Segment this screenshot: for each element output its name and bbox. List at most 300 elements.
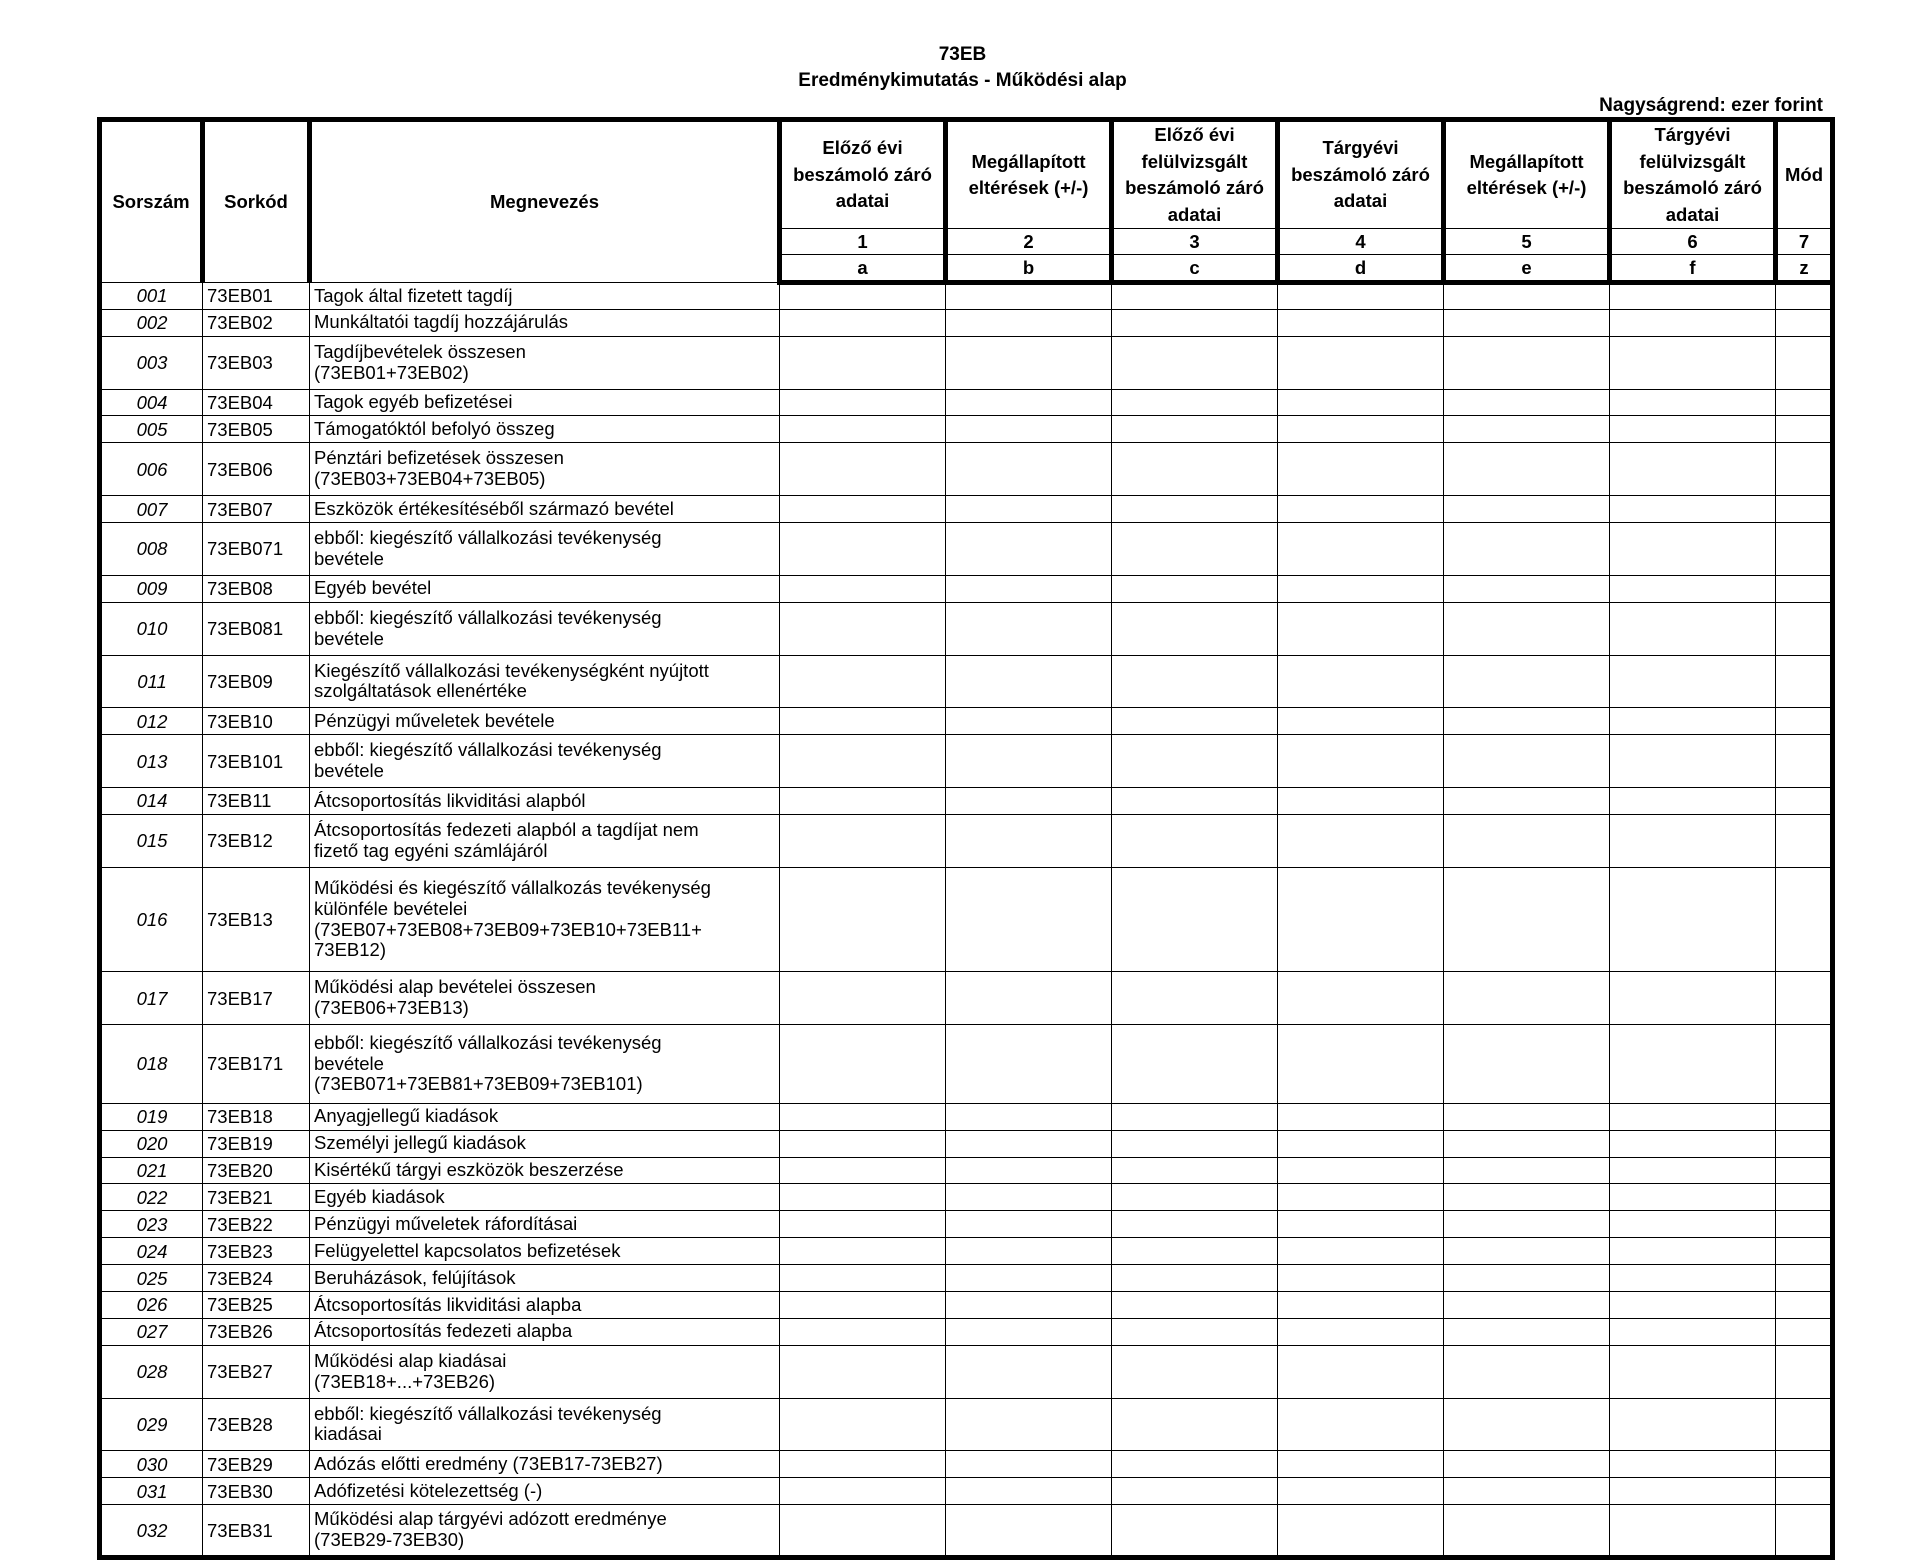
- value-cell-7[interactable]: [1776, 867, 1833, 972]
- value-cell-5[interactable]: [1444, 602, 1610, 655]
- value-cell-1[interactable]: [780, 1025, 946, 1104]
- value-cell-4[interactable]: [1278, 1478, 1444, 1505]
- header-num-1: 1: [780, 229, 946, 255]
- value-cell-2[interactable]: [946, 1345, 1112, 1398]
- value-cell-3[interactable]: [1112, 1318, 1278, 1345]
- value-cell-5[interactable]: [1444, 1130, 1610, 1157]
- value-cell-5[interactable]: [1444, 1318, 1610, 1345]
- value-cell-1[interactable]: [780, 283, 946, 310]
- value-cell-5[interactable]: [1444, 1505, 1610, 1558]
- value-cell-3[interactable]: [1112, 336, 1278, 389]
- value-cell-3[interactable]: [1112, 443, 1278, 496]
- table-row: [100, 443, 1833, 496]
- row-name: ebből: kiegészítő vállalkozási tevékenység bevétele: [310, 602, 780, 655]
- row-code: 73EB12: [203, 814, 310, 867]
- table-row: [100, 416, 1833, 443]
- value-cell-1[interactable]: [780, 1292, 946, 1319]
- value-cell-3[interactable]: [1112, 1265, 1278, 1292]
- value-cell-3[interactable]: [1112, 1451, 1278, 1478]
- value-cell-4[interactable]: [1278, 655, 1444, 708]
- value-cell-7[interactable]: [1776, 1238, 1833, 1265]
- value-cell-6[interactable]: [1610, 735, 1776, 788]
- value-cell-3[interactable]: [1112, 735, 1278, 788]
- value-cell-1[interactable]: [780, 1184, 946, 1211]
- value-cell-7[interactable]: [1776, 1292, 1833, 1319]
- value-cell-2[interactable]: [946, 1130, 1112, 1157]
- value-cell-2[interactable]: [946, 1318, 1112, 1345]
- value-cell-5[interactable]: [1444, 1451, 1610, 1478]
- value-cell-7[interactable]: [1776, 416, 1833, 443]
- value-cell-6[interactable]: [1610, 1157, 1776, 1184]
- value-cell-4[interactable]: [1278, 1398, 1444, 1451]
- table-row: [100, 309, 1833, 336]
- row-number: 015: [100, 814, 203, 867]
- value-cell-2[interactable]: [946, 336, 1112, 389]
- value-cell-3[interactable]: [1112, 814, 1278, 867]
- header-letter-2: b: [946, 255, 1112, 283]
- value-cell-3[interactable]: [1112, 1292, 1278, 1319]
- value-cell-7[interactable]: [1776, 336, 1833, 389]
- value-cell-1[interactable]: [780, 708, 946, 735]
- value-cell-2[interactable]: [946, 1238, 1112, 1265]
- value-cell-1[interactable]: [780, 1130, 946, 1157]
- value-cell-6[interactable]: [1610, 972, 1776, 1025]
- value-cell-1[interactable]: [780, 814, 946, 867]
- value-cell-3[interactable]: [1112, 1505, 1278, 1558]
- table-row: [100, 1318, 1833, 1345]
- value-cell-2[interactable]: [946, 1505, 1112, 1558]
- value-cell-6[interactable]: [1610, 814, 1776, 867]
- value-cell-3[interactable]: [1112, 389, 1278, 416]
- value-cell-1[interactable]: [780, 389, 946, 416]
- value-cell-1[interactable]: [780, 575, 946, 602]
- value-cell-1[interactable]: [780, 1157, 946, 1184]
- value-cell-6[interactable]: [1610, 788, 1776, 815]
- row-number: 024: [100, 1238, 203, 1265]
- value-cell-6[interactable]: [1610, 283, 1776, 310]
- table-row: [100, 1505, 1833, 1558]
- value-cell-1[interactable]: [780, 735, 946, 788]
- value-cell-7[interactable]: [1776, 523, 1833, 576]
- row-number: 029: [100, 1398, 203, 1451]
- value-cell-5[interactable]: [1444, 443, 1610, 496]
- value-cell-3[interactable]: [1112, 309, 1278, 336]
- value-cell-2[interactable]: [946, 972, 1112, 1025]
- row-name: Működési alap kiadásai (73EB18+...+73EB26): [310, 1345, 780, 1398]
- table-row: [100, 1451, 1833, 1478]
- table-row: [100, 523, 1833, 576]
- value-cell-2[interactable]: [946, 1211, 1112, 1238]
- value-cell-5[interactable]: [1444, 1025, 1610, 1104]
- value-cell-2[interactable]: [946, 1451, 1112, 1478]
- value-cell-4[interactable]: [1278, 735, 1444, 788]
- header-num-6: 6: [1610, 229, 1776, 255]
- row-code: 73EB18: [203, 1103, 310, 1130]
- value-cell-6[interactable]: [1610, 1130, 1776, 1157]
- value-cell-3[interactable]: [1112, 1130, 1278, 1157]
- value-cell-2[interactable]: [946, 1025, 1112, 1104]
- value-cell-7[interactable]: [1776, 1478, 1833, 1505]
- row-number: 014: [100, 788, 203, 815]
- value-cell-5[interactable]: [1444, 416, 1610, 443]
- value-cell-1[interactable]: [780, 1211, 946, 1238]
- value-cell-2[interactable]: [946, 309, 1112, 336]
- value-cell-1[interactable]: [780, 972, 946, 1025]
- row-number: 032: [100, 1505, 203, 1558]
- row-code: 73EB02: [203, 309, 310, 336]
- value-cell-2[interactable]: [946, 1398, 1112, 1451]
- value-cell-6[interactable]: [1610, 523, 1776, 576]
- value-cell-4[interactable]: [1278, 1451, 1444, 1478]
- row-number: 004: [100, 389, 203, 416]
- value-cell-6[interactable]: [1610, 1184, 1776, 1211]
- value-cell-4[interactable]: [1278, 867, 1444, 972]
- value-cell-3[interactable]: [1112, 1211, 1278, 1238]
- value-cell-5[interactable]: [1444, 1184, 1610, 1211]
- value-cell-2[interactable]: [946, 1478, 1112, 1505]
- value-cell-2[interactable]: [946, 575, 1112, 602]
- row-code: 73EB13: [203, 867, 310, 972]
- value-cell-5[interactable]: [1444, 1238, 1610, 1265]
- value-cell-3[interactable]: [1112, 1478, 1278, 1505]
- value-cell-5[interactable]: [1444, 735, 1610, 788]
- row-name: Átcsoportosítás fedezeti alapból a tagdíjat nem fizető tag egyéni számlájáról: [310, 814, 780, 867]
- value-cell-5[interactable]: [1444, 389, 1610, 416]
- row-name: Beruházások, felújítások: [310, 1265, 780, 1292]
- value-cell-4[interactable]: [1278, 523, 1444, 576]
- value-cell-1[interactable]: [780, 788, 946, 815]
- value-cell-7[interactable]: [1776, 1184, 1833, 1211]
- value-cell-5[interactable]: [1444, 708, 1610, 735]
- value-cell-1[interactable]: [780, 1345, 946, 1398]
- value-cell-3[interactable]: [1112, 283, 1278, 310]
- value-cell-2[interactable]: [946, 1157, 1112, 1184]
- row-code: 73EB07: [203, 496, 310, 523]
- row-name: Pénzügyi műveletek bevétele: [310, 708, 780, 735]
- value-cell-2[interactable]: [946, 1292, 1112, 1319]
- value-cell-4[interactable]: [1278, 1505, 1444, 1558]
- value-cell-3[interactable]: [1112, 972, 1278, 1025]
- value-cell-5[interactable]: [1444, 1478, 1610, 1505]
- value-cell-6[interactable]: [1610, 1478, 1776, 1505]
- header-num-2: 2: [946, 229, 1112, 255]
- value-cell-1[interactable]: [780, 416, 946, 443]
- row-number: 019: [100, 1103, 203, 1130]
- value-cell-3[interactable]: [1112, 1157, 1278, 1184]
- value-cell-4[interactable]: [1278, 1211, 1444, 1238]
- table-row: [100, 1025, 1833, 1104]
- value-cell-4[interactable]: [1278, 602, 1444, 655]
- value-cell-2[interactable]: [946, 523, 1112, 576]
- row-number: 008: [100, 523, 203, 576]
- value-cell-3[interactable]: [1112, 523, 1278, 576]
- unit-label: Nagyságrend: ezer forint: [1599, 95, 1823, 116]
- row-name: Kiegészítő vállalkozási tevékenységként nyújtott szolgáltatások ellenértéke: [310, 655, 780, 708]
- value-cell-7[interactable]: [1776, 496, 1833, 523]
- row-code: 73EB31: [203, 1505, 310, 1558]
- row-name: Tagdíjbevételek összesen (73EB01+73EB02): [310, 336, 780, 389]
- value-cell-4[interactable]: [1278, 496, 1444, 523]
- value-cell-6[interactable]: [1610, 655, 1776, 708]
- value-cell-5[interactable]: [1444, 1292, 1610, 1319]
- row-number: 001: [100, 283, 203, 310]
- value-cell-3[interactable]: [1112, 867, 1278, 972]
- value-cell-1[interactable]: [780, 1398, 946, 1451]
- value-cell-3[interactable]: [1112, 416, 1278, 443]
- value-cell-3[interactable]: [1112, 655, 1278, 708]
- value-cell-6[interactable]: [1610, 1451, 1776, 1478]
- row-name: Tagok által fizetett tagdíj: [310, 283, 780, 310]
- value-cell-5[interactable]: [1444, 309, 1610, 336]
- value-cell-5[interactable]: [1444, 867, 1610, 972]
- value-cell-1[interactable]: [780, 602, 946, 655]
- income-statement-table: [97, 117, 1835, 1560]
- row-number: 005: [100, 416, 203, 443]
- value-cell-2[interactable]: [946, 788, 1112, 815]
- row-name: Kisértékű tárgyi eszközök beszerzése: [310, 1157, 780, 1184]
- row-name: Egyéb kiadások: [310, 1184, 780, 1211]
- table-row: [100, 788, 1833, 815]
- header-letter-5: e: [1444, 255, 1610, 283]
- value-cell-6[interactable]: [1610, 1211, 1776, 1238]
- header-col-3: Előző évi felülvizsgált beszámoló záró adatai: [1112, 120, 1278, 229]
- value-cell-7[interactable]: [1776, 602, 1833, 655]
- form-title: Eredménykimutatás - Működési alap: [798, 70, 1127, 91]
- value-cell-5[interactable]: [1444, 496, 1610, 523]
- value-cell-7[interactable]: [1776, 1265, 1833, 1292]
- value-cell-1[interactable]: [780, 523, 946, 576]
- value-cell-7[interactable]: [1776, 1157, 1833, 1184]
- value-cell-7[interactable]: [1776, 309, 1833, 336]
- header-letter-3: c: [1112, 255, 1278, 283]
- value-cell-7[interactable]: [1776, 814, 1833, 867]
- header-letter-6: f: [1610, 255, 1776, 283]
- value-cell-4[interactable]: [1278, 416, 1444, 443]
- value-cell-1[interactable]: [780, 655, 946, 708]
- value-cell-4[interactable]: [1278, 336, 1444, 389]
- value-cell-6[interactable]: [1610, 1398, 1776, 1451]
- value-cell-2[interactable]: [946, 443, 1112, 496]
- header-megnevezes: Megnevezés: [310, 120, 780, 283]
- value-cell-4[interactable]: [1278, 1292, 1444, 1319]
- value-cell-3[interactable]: [1112, 602, 1278, 655]
- row-code: 73EB21: [203, 1184, 310, 1211]
- row-name: ebből: kiegészítő vállalkozási tevékenység kiadásai: [310, 1398, 780, 1451]
- value-cell-4[interactable]: [1278, 283, 1444, 310]
- row-code: 73EB20: [203, 1157, 310, 1184]
- value-cell-1[interactable]: [780, 1265, 946, 1292]
- value-cell-3[interactable]: [1112, 575, 1278, 602]
- value-cell-6[interactable]: [1610, 1025, 1776, 1104]
- value-cell-7[interactable]: [1776, 1318, 1833, 1345]
- value-cell-3[interactable]: [1112, 1398, 1278, 1451]
- row-number: 025: [100, 1265, 203, 1292]
- value-cell-6[interactable]: [1610, 389, 1776, 416]
- value-cell-7[interactable]: [1776, 1130, 1833, 1157]
- table-row: [100, 1345, 1833, 1398]
- value-cell-5[interactable]: [1444, 788, 1610, 815]
- value-cell-6[interactable]: [1610, 575, 1776, 602]
- value-cell-7[interactable]: [1776, 788, 1833, 815]
- header-num-5: 5: [1444, 229, 1610, 255]
- value-cell-2[interactable]: [946, 735, 1112, 788]
- value-cell-4[interactable]: [1278, 1318, 1444, 1345]
- value-cell-2[interactable]: [946, 867, 1112, 972]
- header-col-7: Mód: [1776, 120, 1833, 229]
- value-cell-2[interactable]: [946, 416, 1112, 443]
- value-cell-4[interactable]: [1278, 1103, 1444, 1130]
- value-cell-1[interactable]: [780, 1451, 946, 1478]
- value-cell-2[interactable]: [946, 1265, 1112, 1292]
- value-cell-7[interactable]: [1776, 283, 1833, 310]
- value-cell-2[interactable]: [946, 283, 1112, 310]
- table-row: [100, 867, 1833, 972]
- value-cell-7[interactable]: [1776, 1398, 1833, 1451]
- value-cell-6[interactable]: [1610, 1103, 1776, 1130]
- value-cell-4[interactable]: [1278, 309, 1444, 336]
- value-cell-3[interactable]: [1112, 1103, 1278, 1130]
- value-cell-3[interactable]: [1112, 708, 1278, 735]
- table-row: [100, 1292, 1833, 1319]
- value-cell-7[interactable]: [1776, 1211, 1833, 1238]
- value-cell-5[interactable]: [1444, 972, 1610, 1025]
- value-cell-1[interactable]: [780, 336, 946, 389]
- value-cell-4[interactable]: [1278, 575, 1444, 602]
- value-cell-6[interactable]: [1610, 708, 1776, 735]
- value-cell-2[interactable]: [946, 389, 1112, 416]
- value-cell-7[interactable]: [1776, 575, 1833, 602]
- table-row: [100, 1211, 1833, 1238]
- row-code: 73EB30: [203, 1478, 310, 1505]
- value-cell-4[interactable]: [1278, 389, 1444, 416]
- value-cell-5[interactable]: [1444, 655, 1610, 708]
- value-cell-3[interactable]: [1112, 1345, 1278, 1398]
- value-cell-6[interactable]: [1610, 416, 1776, 443]
- value-cell-5[interactable]: [1444, 1103, 1610, 1130]
- row-code: 73EB05: [203, 416, 310, 443]
- value-cell-6[interactable]: [1610, 443, 1776, 496]
- value-cell-5[interactable]: [1444, 336, 1610, 389]
- value-cell-5[interactable]: [1444, 1265, 1610, 1292]
- value-cell-5[interactable]: [1444, 814, 1610, 867]
- value-cell-1[interactable]: [780, 1505, 946, 1558]
- value-cell-4[interactable]: [1278, 788, 1444, 815]
- value-cell-4[interactable]: [1278, 814, 1444, 867]
- value-cell-4[interactable]: [1278, 1345, 1444, 1398]
- value-cell-7[interactable]: [1776, 389, 1833, 416]
- value-cell-6[interactable]: [1610, 867, 1776, 972]
- table-row: [100, 496, 1833, 523]
- value-cell-1[interactable]: [780, 1318, 946, 1345]
- table-body: [100, 283, 1833, 1558]
- value-cell-4[interactable]: [1278, 1130, 1444, 1157]
- value-cell-5[interactable]: [1444, 1211, 1610, 1238]
- value-cell-1[interactable]: [780, 496, 946, 523]
- value-cell-7[interactable]: [1776, 1505, 1833, 1558]
- row-number: 018: [100, 1025, 203, 1104]
- row-code: 73EB22: [203, 1211, 310, 1238]
- row-code: 73EB25: [203, 1292, 310, 1319]
- value-cell-6[interactable]: [1610, 1345, 1776, 1398]
- value-cell-1[interactable]: [780, 1478, 946, 1505]
- value-cell-5[interactable]: [1444, 1345, 1610, 1398]
- value-cell-4[interactable]: [1278, 1265, 1444, 1292]
- value-cell-4[interactable]: [1278, 1238, 1444, 1265]
- value-cell-5[interactable]: [1444, 575, 1610, 602]
- value-cell-5[interactable]: [1444, 523, 1610, 576]
- table-row: [100, 1478, 1833, 1505]
- row-code: 73EB101: [203, 735, 310, 788]
- value-cell-6[interactable]: [1610, 309, 1776, 336]
- value-cell-7[interactable]: [1776, 1103, 1833, 1130]
- value-cell-6[interactable]: [1610, 496, 1776, 523]
- value-cell-2[interactable]: [946, 496, 1112, 523]
- value-cell-3[interactable]: [1112, 1238, 1278, 1265]
- value-cell-5[interactable]: [1444, 283, 1610, 310]
- row-code: 73EB09: [203, 655, 310, 708]
- value-cell-1[interactable]: [780, 309, 946, 336]
- value-cell-2[interactable]: [946, 602, 1112, 655]
- form-code: 73EB: [938, 44, 987, 65]
- value-cell-6[interactable]: [1610, 1318, 1776, 1345]
- row-name: Pénzügyi műveletek ráfordításai: [310, 1211, 780, 1238]
- value-cell-5[interactable]: [1444, 1157, 1610, 1184]
- value-cell-6[interactable]: [1610, 1238, 1776, 1265]
- value-cell-3[interactable]: [1112, 1025, 1278, 1104]
- value-cell-2[interactable]: [946, 1184, 1112, 1211]
- value-cell-2[interactable]: [946, 814, 1112, 867]
- row-name: Működési alap tárgyévi adózott eredménye (73EB29-73EB30): [310, 1505, 780, 1558]
- value-cell-2[interactable]: [946, 708, 1112, 735]
- value-cell-3[interactable]: [1112, 788, 1278, 815]
- value-cell-4[interactable]: [1278, 708, 1444, 735]
- row-code: 73EB17: [203, 972, 310, 1025]
- value-cell-5[interactable]: [1444, 1398, 1610, 1451]
- value-cell-4[interactable]: [1278, 1157, 1444, 1184]
- value-cell-7[interactable]: [1776, 972, 1833, 1025]
- value-cell-7[interactable]: [1776, 1451, 1833, 1478]
- value-cell-1[interactable]: [780, 867, 946, 972]
- row-name: ebből: kiegészítő vállalkozási tevékenység bevétele: [310, 735, 780, 788]
- value-cell-6[interactable]: [1610, 1505, 1776, 1558]
- value-cell-2[interactable]: [946, 1103, 1112, 1130]
- value-cell-1[interactable]: [780, 1238, 946, 1265]
- row-code: 73EB071: [203, 523, 310, 576]
- value-cell-4[interactable]: [1278, 1184, 1444, 1211]
- value-cell-3[interactable]: [1112, 1184, 1278, 1211]
- value-cell-1[interactable]: [780, 443, 946, 496]
- value-cell-6[interactable]: [1610, 1292, 1776, 1319]
- value-cell-2[interactable]: [946, 655, 1112, 708]
- value-cell-7[interactable]: [1776, 443, 1833, 496]
- value-cell-4[interactable]: [1278, 972, 1444, 1025]
- value-cell-4[interactable]: [1278, 1025, 1444, 1104]
- value-cell-6[interactable]: [1610, 602, 1776, 655]
- value-cell-3[interactable]: [1112, 496, 1278, 523]
- value-cell-6[interactable]: [1610, 1265, 1776, 1292]
- value-cell-1[interactable]: [780, 1103, 946, 1130]
- row-name: Adózás előtti eredmény (73EB17-73EB27): [310, 1451, 780, 1478]
- value-cell-7[interactable]: [1776, 708, 1833, 735]
- row-number: 002: [100, 309, 203, 336]
- value-cell-7[interactable]: [1776, 1345, 1833, 1398]
- value-cell-4[interactable]: [1278, 443, 1444, 496]
- row-code: 73EB23: [203, 1238, 310, 1265]
- value-cell-7[interactable]: [1776, 655, 1833, 708]
- value-cell-6[interactable]: [1610, 336, 1776, 389]
- value-cell-7[interactable]: [1776, 1025, 1833, 1104]
- value-cell-7[interactable]: [1776, 735, 1833, 788]
